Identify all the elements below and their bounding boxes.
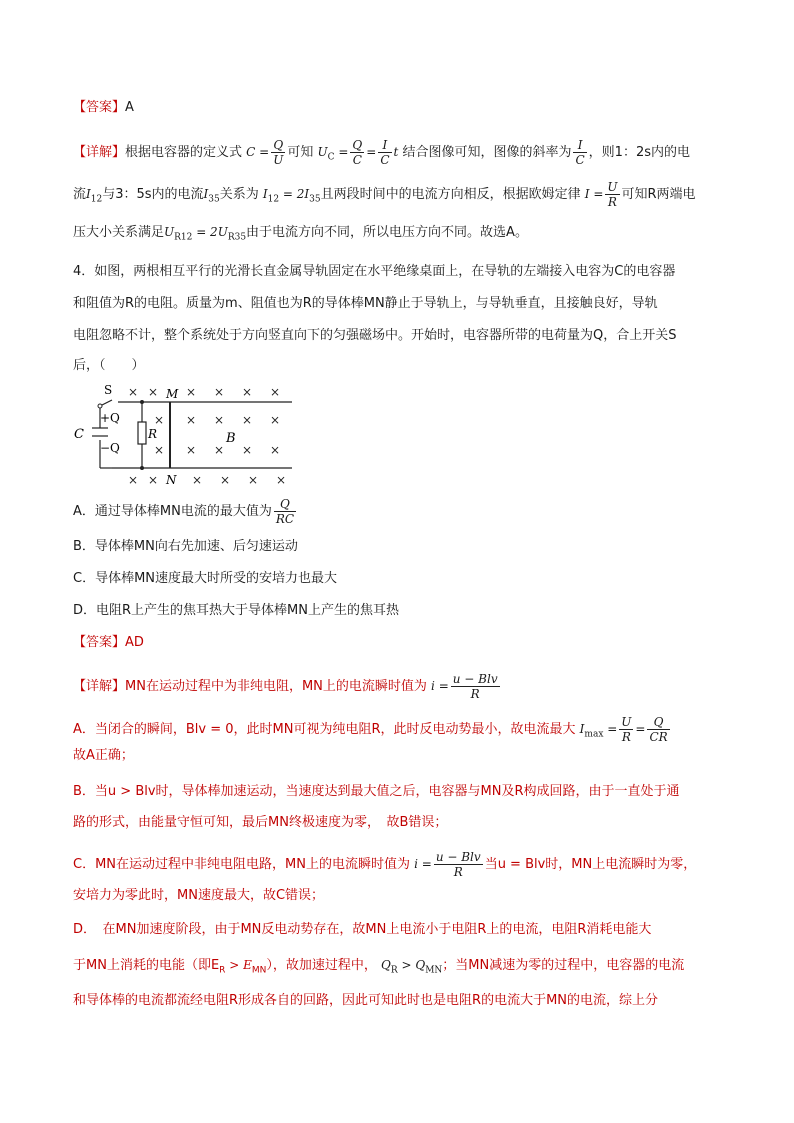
detail4-b-line2: 路的形式，由能量守恒可知，最后MN终极速度为零， 故B错误； bbox=[73, 815, 448, 830]
svg-text:×: × bbox=[154, 413, 165, 427]
answer-3: 【答案】A bbox=[73, 100, 134, 115]
svg-text:×: × bbox=[270, 385, 281, 399]
svg-text:×: × bbox=[148, 473, 159, 487]
svg-text:×: × bbox=[128, 473, 139, 487]
detail4-a-line2: 故A正确； bbox=[73, 748, 134, 763]
detail4-c-line1: C．MN在运动过程中非纯电阻电路，MN上的电流瞬时值为 i = $\frac{\text{u − Blv}}{R}$ 当u = Blv时，MN上电流瞬时为零， bbox=[73, 850, 697, 879]
svg-text:×: × bbox=[186, 413, 197, 427]
svg-text:×: × bbox=[220, 473, 231, 487]
svg-text:×: × bbox=[270, 443, 281, 457]
svg-text:×: × bbox=[214, 443, 225, 457]
svg-text:×: × bbox=[248, 473, 259, 487]
detail4-intro: 【详解】MN在运动过程中为非纯电阻，MN上的电流瞬时值为 i = $\frac{\text{u − Blv}}{R}$ bbox=[73, 672, 498, 701]
label-plus-q: +Q bbox=[100, 411, 120, 425]
detail3-line1: 【详解】根据电容器的定义式 C = $\frac{Q}{U}$ 可知 $U_C$ = $\frac{Q}{C}$ = $\frac{I}{C}$ t 结合图像可知，图像的斜率为 $\frac{I}{C}$ ，则1：2s内的电 bbox=[73, 138, 690, 167]
detail4-b-line1: B．当u > Blv时，导体棒加速运动，当速度达到最大值之后，电容器与MN及R构成回路，由于一直处于通 bbox=[73, 784, 680, 799]
formula-c-def: C = bbox=[246, 145, 270, 159]
svg-text:×: × bbox=[186, 443, 197, 457]
circuit-figure bbox=[70, 380, 300, 488]
svg-text:×: × bbox=[214, 385, 225, 399]
q4-line3: 电阻忽略不计，整个系统处于方向竖直向下的匀强磁场中。开始时，电容器所带的电荷量为Q，合上开关S bbox=[73, 328, 677, 343]
detail4-d-line1: D． 在MN加速度阶段，由于MN反电动势存在，故MN上电流小于电阻R上的电流，电阻R消耗电能大 bbox=[73, 922, 652, 937]
svg-text:×: × bbox=[214, 413, 225, 427]
svg-text:×: × bbox=[270, 413, 281, 427]
detail4-d-line2: 于MN上消耗的电能（即$E_R > E_{MN}$），故加速过程中， $Q_R > Q_{MN}$；当MN减速为零的过程中，电容器的电流 bbox=[73, 958, 685, 976]
option-b: B．导体棒MN向右先加速、后匀速运动 bbox=[73, 539, 298, 554]
option-d: D．电阻R上产生的焦耳热大于导体棒MN上产生的焦耳热 bbox=[73, 603, 399, 618]
detail4-c-line2: 安培力为零此时，MN速度最大，故C错误； bbox=[73, 888, 325, 903]
detail4-a-line1: A．当闭合的瞬间，Blv = 0，此时MN可视为纯电阻R，此时反电动势最小，故电流最大 $I_{max}$ = $\frac{U}{R}$ = $\frac{Q}{CR}$ bbox=[73, 715, 668, 744]
detail4-d-line3: 和导体棒的电流都流经电阻R形成各自的回路，因此可知此时也是电阻R的电流大于MN的电流，综上分 bbox=[73, 993, 659, 1008]
svg-text:×: × bbox=[186, 385, 197, 399]
label-n: N bbox=[166, 473, 177, 487]
label-minus-q: −Q bbox=[100, 441, 120, 455]
svg-text:×: × bbox=[242, 385, 253, 399]
q4-line2: 和阻值为R的电阻。质量为m、阻值也为R的导体棒MN静止于导轨上，与导轨垂直，且接触良好，导轨 bbox=[73, 296, 658, 311]
label-m: M bbox=[166, 387, 179, 401]
answer-4: 【答案】AD bbox=[73, 635, 144, 650]
label-r: R bbox=[148, 427, 158, 441]
detail3-line2: 流$I_{12}$与3：5s内的电流$I_{35}$关系为 $I_{12} = 2I_{35}$且两段时间中的电流方向相反，根据欧姆定律 I = $\frac{U}{R}$ 可知R两端电 bbox=[73, 180, 696, 209]
svg-text:×: × bbox=[154, 443, 165, 457]
q4-line1: 4．如图，两根相互平行的光滑长直金属导轨固定在水平绝缘桌面上，在导轨的左端接入电容为C的电容器 bbox=[73, 264, 676, 279]
svg-text:×: × bbox=[242, 443, 253, 457]
svg-text:×: × bbox=[148, 385, 159, 399]
option-a: A．通过导体棒MN电流的最大值为 $\frac{Q}{RC}$ bbox=[73, 497, 295, 526]
switch-label: S bbox=[104, 383, 113, 397]
svg-text:×: × bbox=[128, 385, 139, 399]
q4-line4: 后，（ ） bbox=[73, 358, 145, 373]
svg-text:×: × bbox=[242, 413, 253, 427]
label-b: B bbox=[226, 431, 236, 446]
label-c: C bbox=[74, 427, 84, 442]
option-c: C．导体棒MN速度最大时所受的安培力也最大 bbox=[73, 571, 338, 586]
detail3-line3: 压大小关系满足$U_{R12} = 2U_{R35}$由于电流方向不同，所以电压方向不同。故选A。 bbox=[73, 225, 528, 243]
svg-text:×: × bbox=[276, 473, 287, 487]
svg-text:×: × bbox=[192, 473, 203, 487]
